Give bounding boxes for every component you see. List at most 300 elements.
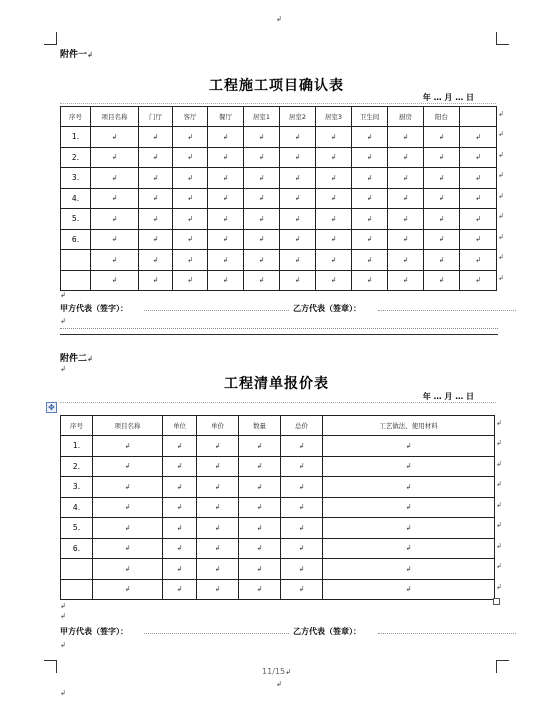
table-cell[interactable] xyxy=(352,209,388,230)
paragraph-mark: ↲ xyxy=(256,523,263,532)
table-cell[interactable] xyxy=(424,270,460,291)
table-cell[interactable] xyxy=(173,229,208,250)
paragraph-mark: ↲ xyxy=(124,462,131,471)
table-cell[interactable] xyxy=(139,209,173,230)
annex1-date: 年 … 月 … 日 xyxy=(422,93,474,102)
table-cell[interactable] xyxy=(352,168,388,189)
table-cell[interactable] xyxy=(244,147,280,168)
signature-dots xyxy=(144,303,289,311)
table-cell[interactable] xyxy=(323,538,495,559)
paragraph-mark: ↲ xyxy=(222,276,229,285)
paragraph-mark: ↲ xyxy=(124,503,131,512)
table-cell[interactable] xyxy=(460,127,497,148)
table-cell[interactable] xyxy=(93,579,163,600)
paragraph-mark: ↲ xyxy=(124,441,131,450)
table-cell[interactable] xyxy=(323,497,495,518)
paragraph-mark: ↲ xyxy=(405,503,412,512)
paragraph-mark: ↲ xyxy=(152,173,159,182)
table-cell[interactable] xyxy=(352,127,388,148)
table-move-handle-icon[interactable]: ✥ xyxy=(46,402,57,413)
paragraph-mark: ↲ xyxy=(176,523,183,532)
row-end-mark: ↲ xyxy=(496,480,502,488)
paragraph-mark: ↲ xyxy=(87,51,93,59)
paragraph-mark: ↲ xyxy=(176,482,183,491)
table-cell[interactable] xyxy=(93,518,163,539)
paragraph-mark: ↲ xyxy=(475,276,481,285)
table-cell[interactable] xyxy=(173,209,208,230)
paragraph-mark: ↲ xyxy=(111,194,118,203)
row-number-cell[interactable]: 1. xyxy=(61,127,91,148)
paragraph-mark: ↲ xyxy=(366,276,373,285)
table-cell[interactable] xyxy=(197,518,239,539)
paragraph-mark: ↲ xyxy=(187,214,193,223)
table-cell[interactable] xyxy=(163,579,197,600)
table-cell[interactable] xyxy=(244,209,280,230)
paragraph-mark: ↲ xyxy=(402,214,409,223)
paragraph-mark: ↲ xyxy=(87,355,93,363)
table-cell[interactable] xyxy=(323,579,495,600)
paragraph-mark: ↲ xyxy=(298,462,305,471)
table-resize-handle[interactable] xyxy=(493,598,500,605)
paragraph-mark: ↲ xyxy=(285,668,291,676)
paragraph-mark: ↲ xyxy=(438,153,445,162)
paragraph-mark: ↲ xyxy=(438,173,445,182)
table-cell[interactable] xyxy=(316,270,352,291)
crop-mark-top-left xyxy=(44,32,57,45)
paragraph-mark: ↲ xyxy=(294,153,301,162)
table-cell[interactable] xyxy=(93,559,163,580)
table-row xyxy=(61,147,497,168)
table-cell[interactable] xyxy=(280,147,316,168)
table-cell[interactable] xyxy=(197,497,239,518)
table-cell[interactable] xyxy=(239,477,281,498)
table-cell[interactable] xyxy=(208,209,244,230)
row-end-mark: ↲ xyxy=(498,191,504,200)
table-cell[interactable] xyxy=(316,127,352,148)
table-cell[interactable] xyxy=(139,127,173,148)
paragraph-mark: ↲ xyxy=(258,255,265,264)
paragraph-mark: ↲ xyxy=(366,255,373,264)
table-cell[interactable] xyxy=(244,168,280,189)
paragraph-mark: ↲ xyxy=(258,276,265,285)
table-cell[interactable] xyxy=(388,209,424,230)
row-end-mark: ↲ xyxy=(498,273,504,282)
table-cell[interactable] xyxy=(173,168,208,189)
table-cell[interactable] xyxy=(208,270,244,291)
paragraph-mark: ↲ xyxy=(222,255,229,264)
table-cell[interactable] xyxy=(163,436,197,457)
annex2-heading-text: 附件二 xyxy=(60,354,88,364)
paragraph-mark: ↲ xyxy=(330,153,337,162)
paragraph-mark: ↲ xyxy=(298,441,305,450)
paragraph-mark: ↲ xyxy=(402,276,409,285)
row-number-cell[interactable]: 3. xyxy=(61,477,93,498)
table-cell[interactable] xyxy=(280,270,316,291)
table-cell[interactable] xyxy=(139,250,173,271)
table-cell[interactable] xyxy=(244,127,280,148)
table-cell[interactable] xyxy=(460,209,497,230)
table-cell[interactable] xyxy=(281,477,323,498)
paragraph-mark: ↲ xyxy=(187,153,193,162)
paragraph-mark: ↲ xyxy=(111,153,118,162)
table-cell[interactable] xyxy=(173,270,208,291)
table-cell[interactable] xyxy=(139,147,173,168)
table-cell[interactable] xyxy=(163,538,197,559)
paragraph-mark: ↲ xyxy=(475,132,481,141)
table-cell[interactable] xyxy=(173,147,208,168)
column-header: 厨房 xyxy=(388,107,424,127)
paragraph-mark: ↲ xyxy=(152,153,159,162)
table-cell[interactable] xyxy=(197,538,239,559)
table-cell[interactable] xyxy=(281,497,323,518)
table-cell[interactable] xyxy=(388,127,424,148)
table-cell[interactable] xyxy=(197,456,239,477)
paragraph-mark: ↲ xyxy=(222,194,229,203)
paragraph-mark: ↲ xyxy=(111,214,118,223)
table-cell[interactable] xyxy=(239,559,281,580)
table-cell[interactable] xyxy=(208,229,244,250)
table-cell[interactable] xyxy=(239,497,281,518)
paragraph-mark: ↲ xyxy=(405,585,412,594)
paragraph-mark: ↲ xyxy=(366,194,373,203)
table-cell[interactable] xyxy=(139,270,173,291)
paragraph-mark: ↲ xyxy=(258,194,265,203)
column-header: 序号 xyxy=(61,107,91,127)
signature-dots xyxy=(144,626,289,634)
table-row xyxy=(61,127,497,148)
row-end-mark: ↲ xyxy=(496,562,502,570)
table-row xyxy=(61,270,497,291)
row-number-cell[interactable] xyxy=(61,270,91,291)
paragraph-mark: ↲ xyxy=(298,564,305,573)
table-cell[interactable] xyxy=(352,229,388,250)
column-header: 工艺做法、使用材料 xyxy=(323,416,495,436)
paragraph-mark: ↲ xyxy=(294,276,301,285)
paragraph-mark: ↲ xyxy=(405,462,412,471)
row-end-mark: ↲ xyxy=(498,130,504,138)
table-cell[interactable] xyxy=(239,456,281,477)
table-cell[interactable] xyxy=(424,188,460,209)
paragraph-mark: ↲ xyxy=(111,132,118,141)
paragraph-mark: ↲ xyxy=(111,276,118,285)
table-cell[interactable] xyxy=(139,168,173,189)
row-number-cell[interactable]: 3. xyxy=(61,168,91,189)
paragraph-mark: ↲ xyxy=(176,544,183,553)
table-cell[interactable] xyxy=(91,168,139,189)
paragraph-mark: ↲ xyxy=(124,482,131,491)
row-end-mark: ↲ xyxy=(498,232,504,241)
table-cell[interactable] xyxy=(460,229,497,250)
table-cell[interactable] xyxy=(316,229,352,250)
table-cell[interactable] xyxy=(280,168,316,189)
row-end-mark: ↲ xyxy=(498,110,504,118)
table-cell[interactable] xyxy=(460,250,497,271)
table-cell[interactable] xyxy=(352,270,388,291)
table-cell[interactable] xyxy=(323,436,495,457)
paragraph-mark: ↲ xyxy=(366,235,373,244)
paragraph-mark: ↲ xyxy=(222,214,229,223)
table-cell[interactable] xyxy=(244,188,280,209)
paragraph-mark: ↲ xyxy=(294,255,301,264)
table-cell[interactable] xyxy=(173,188,208,209)
paragraph-mark: ↲ xyxy=(256,441,263,450)
table-cell[interactable] xyxy=(352,147,388,168)
paragraph-mark: ↲ xyxy=(402,194,409,203)
table-cell[interactable] xyxy=(91,188,139,209)
table-cell[interactable] xyxy=(91,209,139,230)
table-cell[interactable] xyxy=(139,229,173,250)
paragraph-mark: ↲ xyxy=(402,255,409,264)
table-cell[interactable] xyxy=(197,559,239,580)
row-number-cell[interactable] xyxy=(61,579,93,600)
paragraph-mark: ↲ xyxy=(152,132,159,141)
table-row xyxy=(61,209,497,230)
table-cell[interactable] xyxy=(239,538,281,559)
annex1-signature-line xyxy=(60,303,518,313)
table-cell[interactable] xyxy=(163,456,197,477)
paragraph-mark: ↲ xyxy=(176,585,183,594)
paragraph-mark: ↲ xyxy=(256,503,263,512)
table-cell[interactable] xyxy=(208,250,244,271)
table-cell[interactable] xyxy=(352,188,388,209)
annex2-date: 年 … 月 … 日 xyxy=(422,392,474,401)
column-header: 序号 xyxy=(61,416,93,436)
table-cell[interactable] xyxy=(281,559,323,580)
row-end-mark: ↲ xyxy=(498,171,504,179)
paragraph-mark: ↲ xyxy=(124,544,131,553)
table-cell[interactable] xyxy=(388,270,424,291)
table-cell[interactable] xyxy=(388,188,424,209)
table-cell[interactable] xyxy=(323,477,495,498)
table-cell[interactable] xyxy=(281,436,323,457)
annex2-title xyxy=(0,373,553,393)
paragraph-mark: ↲ xyxy=(124,564,131,573)
row-number-cell[interactable]: 1. xyxy=(61,436,93,457)
row-number-cell[interactable]: 2. xyxy=(61,456,93,477)
table-cell[interactable] xyxy=(316,209,352,230)
row-end-mark: ↲ xyxy=(496,541,502,550)
table-cell[interactable] xyxy=(239,579,281,600)
paragraph-mark: ↲ xyxy=(152,194,159,203)
column-header: 单位 xyxy=(163,416,197,436)
table-cell[interactable] xyxy=(91,229,139,250)
table-row xyxy=(61,579,495,600)
table-cell[interactable] xyxy=(316,250,352,271)
paragraph-mark: ↲ xyxy=(214,564,221,573)
annex1-title-text: 工程施工项目确认表 xyxy=(209,78,344,94)
table-cell[interactable] xyxy=(91,147,139,168)
party-a-signature-label: 甲方代表（签字）： xyxy=(60,627,128,636)
table-cell[interactable] xyxy=(352,250,388,271)
table-row xyxy=(61,559,495,580)
table-cell[interactable] xyxy=(91,270,139,291)
annex1-table xyxy=(60,106,497,291)
table-cell[interactable] xyxy=(163,477,197,498)
table-cell[interactable] xyxy=(244,229,280,250)
paragraph-mark: ↲ xyxy=(256,585,263,594)
table-cell[interactable] xyxy=(316,147,352,168)
paragraph-mark: ↲ xyxy=(111,235,118,244)
table-cell[interactable] xyxy=(323,518,495,539)
page-number: 11/15 xyxy=(262,667,286,676)
table-cell[interactable] xyxy=(388,250,424,271)
paragraph-mark: ↲ xyxy=(405,482,412,491)
signature-dots xyxy=(378,303,516,311)
row-number-cell[interactable] xyxy=(61,250,91,271)
table-row xyxy=(61,518,495,539)
paragraph-mark: ↲ xyxy=(222,235,229,244)
table-cell[interactable] xyxy=(93,477,163,498)
paragraph-mark: ↲ xyxy=(214,585,221,594)
paragraph-mark: ↲ xyxy=(187,235,193,244)
paragraph-mark: ↲ xyxy=(111,173,118,182)
paragraph-mark: ↲ xyxy=(330,194,337,203)
paragraph-mark: ↲ xyxy=(222,132,229,141)
row-number-cell[interactable]: 4. xyxy=(61,497,93,518)
table-cell[interactable] xyxy=(173,127,208,148)
paragraph-mark: ↲ xyxy=(187,173,193,182)
paragraph-mark: ↲ xyxy=(276,15,282,23)
row-end-mark: ↲ xyxy=(498,253,504,261)
party-b-signature-label: 乙方代表（签章）： xyxy=(293,304,361,313)
row-number-cell[interactable]: 4. xyxy=(61,188,91,209)
table-cell[interactable] xyxy=(280,250,316,271)
table-cell[interactable] xyxy=(323,456,495,477)
paragraph-mark: ↲ xyxy=(111,255,118,264)
row-number-cell[interactable]: 6. xyxy=(61,229,91,250)
table-cell[interactable] xyxy=(424,250,460,271)
paragraph-mark: ↲ xyxy=(256,564,263,573)
table-cell[interactable] xyxy=(239,518,281,539)
table-cell[interactable] xyxy=(424,168,460,189)
table-cell[interactable] xyxy=(388,168,424,189)
table-cell[interactable] xyxy=(163,559,197,580)
table-cell[interactable] xyxy=(197,579,239,600)
table-cell[interactable] xyxy=(208,147,244,168)
column-header: 项目名称 xyxy=(91,107,139,127)
table-cell[interactable] xyxy=(323,559,495,580)
paragraph-mark: ↲ xyxy=(298,503,305,512)
row-number-cell[interactable]: 2. xyxy=(61,147,91,168)
table-cell[interactable] xyxy=(173,250,208,271)
table-cell[interactable] xyxy=(239,436,281,457)
table-cell[interactable] xyxy=(460,270,497,291)
table-cell[interactable] xyxy=(197,436,239,457)
table-cell[interactable] xyxy=(91,127,139,148)
table-row xyxy=(61,477,495,498)
table-cell[interactable] xyxy=(424,127,460,148)
row-number-cell[interactable]: 5. xyxy=(61,518,93,539)
table-row xyxy=(61,456,495,477)
paragraph-mark: ↲ xyxy=(438,255,445,264)
paragraph-mark: ↲ xyxy=(294,235,301,244)
column-header: 门厅 xyxy=(139,107,173,127)
table-cell[interactable] xyxy=(91,250,139,271)
row-number-cell[interactable]: 5. xyxy=(61,209,91,230)
table-cell[interactable] xyxy=(316,168,352,189)
table-cell[interactable] xyxy=(280,229,316,250)
paragraph-mark: ↲ xyxy=(187,132,193,141)
paragraph-mark: ↲ xyxy=(60,317,66,325)
table-cell[interactable] xyxy=(316,188,352,209)
annex1-date-line xyxy=(60,93,496,104)
party-a-signature-label: 甲方代表（签字）： xyxy=(60,304,128,313)
annex1-heading-text: 附件一 xyxy=(60,50,88,60)
paragraph-mark: ↲ xyxy=(176,462,183,471)
table-cell[interactable] xyxy=(244,250,280,271)
table-cell[interactable] xyxy=(281,579,323,600)
table-cell[interactable] xyxy=(163,518,197,539)
paragraph-mark: ↲ xyxy=(256,462,263,471)
paragraph-mark: ↲ xyxy=(276,680,282,688)
paragraph-mark: ↲ xyxy=(256,544,263,553)
table-cell[interactable] xyxy=(424,209,460,230)
paragraph-mark: ↲ xyxy=(405,523,412,532)
table-cell[interactable] xyxy=(388,147,424,168)
row-number-cell[interactable] xyxy=(61,559,93,580)
paragraph-mark: ↲ xyxy=(438,194,445,203)
row-end-mark: ↲ xyxy=(496,419,502,427)
table-cell[interactable] xyxy=(281,456,323,477)
table-cell[interactable] xyxy=(460,188,497,209)
paragraph-mark: ↲ xyxy=(330,235,337,244)
paragraph-mark: ↲ xyxy=(176,441,183,450)
table-cell[interactable] xyxy=(197,477,239,498)
paragraph-mark: ↲ xyxy=(152,255,159,264)
table-cell[interactable] xyxy=(139,188,173,209)
table-cell[interactable] xyxy=(208,188,244,209)
table-cell[interactable] xyxy=(460,147,497,168)
table-cell[interactable] xyxy=(424,229,460,250)
paragraph-mark: ↲ xyxy=(405,544,412,553)
table-row xyxy=(61,497,495,518)
paragraph-mark: ↲ xyxy=(187,276,193,285)
paragraph-mark: ↲ xyxy=(124,585,131,594)
table-cell[interactable] xyxy=(93,456,163,477)
table-cell[interactable] xyxy=(280,209,316,230)
table-cell[interactable] xyxy=(460,168,497,189)
table-cell[interactable] xyxy=(388,229,424,250)
paragraph-mark: ↲ xyxy=(294,194,301,203)
table-cell[interactable] xyxy=(244,270,280,291)
table-cell[interactable] xyxy=(280,188,316,209)
table-cell[interactable] xyxy=(208,127,244,148)
paragraph-mark: ↲ xyxy=(214,482,221,491)
row-number-cell[interactable]: 6. xyxy=(61,538,93,559)
table-cell[interactable] xyxy=(281,518,323,539)
table-cell[interactable] xyxy=(93,538,163,559)
paragraph-mark: ↲ xyxy=(258,132,265,141)
annex2-date-line xyxy=(60,392,496,403)
table-cell[interactable] xyxy=(93,436,163,457)
table-cell[interactable] xyxy=(93,497,163,518)
paragraph-mark: ↲ xyxy=(475,214,481,223)
annex2-table xyxy=(60,415,495,600)
column-header: 卫生间 xyxy=(352,107,388,127)
table-row xyxy=(61,229,497,250)
table-cell[interactable] xyxy=(280,127,316,148)
table-cell[interactable] xyxy=(163,497,197,518)
paragraph-mark: ↲ xyxy=(330,214,337,223)
row-end-mark: ↲ xyxy=(498,212,504,220)
paragraph-mark: ↲ xyxy=(222,173,229,182)
table-cell[interactable] xyxy=(208,168,244,189)
table-cell[interactable] xyxy=(281,538,323,559)
paragraph-mark: ↲ xyxy=(402,153,409,162)
paragraph-mark: ↲ xyxy=(298,482,305,491)
paragraph-mark: ↲ xyxy=(258,173,265,182)
table-cell[interactable] xyxy=(424,147,460,168)
